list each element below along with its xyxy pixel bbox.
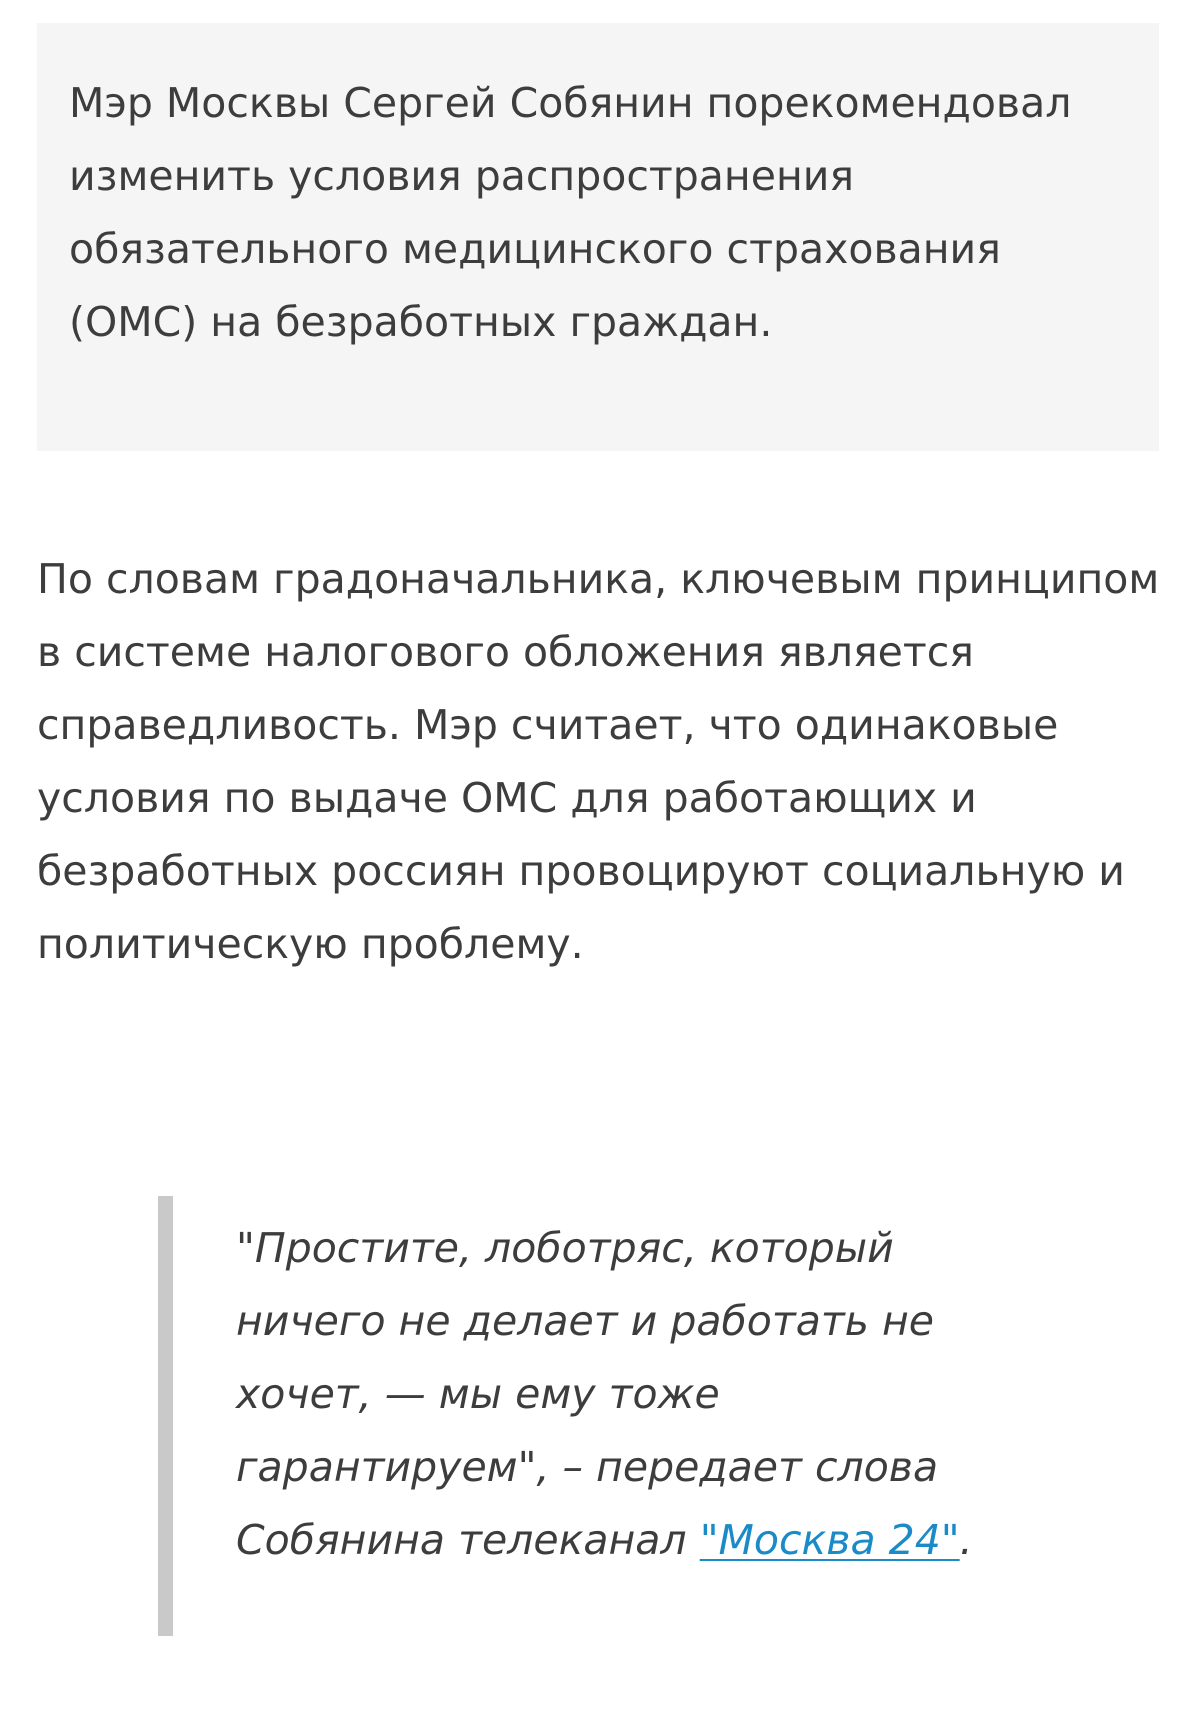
blockquote-bar <box>158 1196 173 1636</box>
article-blockquote <box>158 1196 1018 1636</box>
article-lead-box <box>37 23 1159 451</box>
article-paragraph: По словам градоначальника, ключевым принципом в системе налогового обложения является справедливость. Мэр считает, что одинаковые условия по выдаче ОМС для работающих и безработных россиян провоцируют социальную и политическую проблему. <box>37 555 1160 968</box>
moskva-24-link[interactable]: "Москва 24" <box>699 1516 960 1564</box>
blockquote-quote-text: "Простите, лоботряс, который ничего не делает и работать не хочет, — мы ему тоже гарантируем", – передает слова Собянина телеканал <box>236 1224 939 1564</box>
article-lead-text: Мэр Москвы Сергей Собянин порекомендовал изменить условия распространения обязательного медицинского страхования (ОМС) на безработных граждан. <box>69 79 1072 346</box>
blockquote-trailing-punctuation: . <box>959 1516 973 1564</box>
blockquote-text <box>236 1212 1026 1577</box>
